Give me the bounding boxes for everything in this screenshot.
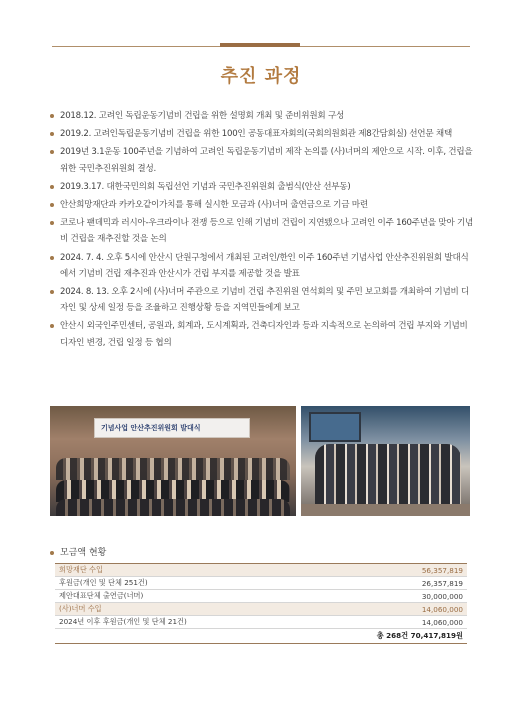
timeline-item xyxy=(50,126,476,142)
table-row xyxy=(55,616,467,629)
top-tab-accent xyxy=(220,43,300,47)
timeline-item xyxy=(50,215,476,247)
table-row xyxy=(55,590,467,603)
bullet-icon xyxy=(50,221,54,225)
photo-strip xyxy=(50,406,470,516)
table-row xyxy=(55,603,467,616)
timeline-text: 2024. 8. 13. 오후 2시에 (사)너머 주관으로 기념비 건립 추진위원 연석회의 및 주민 보고회를 개최하여 기념비 디자인 및 상세 일정 등을 조율하고 진행상황 등을 지역민들에게 보고 xyxy=(60,287,470,314)
row-label: 후원금(개인 및 단체 251건) xyxy=(55,577,347,590)
fundraising-table xyxy=(55,563,467,644)
bullet-icon xyxy=(50,256,54,260)
row-label: 제안대표단체 출연금(너머) xyxy=(55,590,347,603)
bullet-icon xyxy=(50,324,54,328)
timeline-text: 안산시 외국인주민센터, 공원과, 회계과, 도시계획과, 건축디자인과 등과 지속적으로 논의하여 건립 부지와 기념비 디자인 변경, 건립 일정 등 협의 xyxy=(60,321,468,348)
timeline-item xyxy=(50,108,476,124)
table-row xyxy=(55,564,467,577)
timeline-text: 2019년 3.1운동 100주년을 기념하여 고려인 독립운동기념비 제작 논의를 (사)너머의 제안으로 시작. 이후, 건립을 위한 국민추진위원회 결성. xyxy=(60,147,473,174)
crowd-back-row xyxy=(56,458,290,480)
timeline-list xyxy=(50,108,476,353)
row-amount: 56,357,819 xyxy=(347,564,467,577)
resident-briefing-photo xyxy=(301,406,470,516)
bullet-icon xyxy=(50,551,54,555)
row-label: 희망재단 수입 xyxy=(55,564,347,577)
bullet-icon xyxy=(50,150,54,154)
fundraising-heading xyxy=(50,545,106,558)
row-label: (사)너머 수입 xyxy=(55,603,347,616)
row-amount: 14,060,000 xyxy=(347,603,467,616)
timeline-text: 2019.2. 고려인독립운동기념비 건립을 위한 100인 공동대표자회의(국회의원회관 제8간담회실) 선언문 채택 xyxy=(60,129,452,140)
timeline-text: 2019.3.17. 대한국민의회 독립선언 기념과 국민추진위원회 출범식(안산 선부동) xyxy=(60,181,351,192)
timeline-item xyxy=(50,318,476,350)
timeline-item xyxy=(50,144,476,176)
total-row xyxy=(55,629,467,644)
fundraising-heading-text: 모금액 현황 xyxy=(60,548,107,558)
table-row xyxy=(55,577,467,590)
timeline-item xyxy=(50,250,476,282)
timeline-text: 안산희망재단과 카카오같이가치를 통해 실시한 모금과 (사)너머 출연금으로 기금 마련 xyxy=(60,200,368,211)
bullet-icon xyxy=(50,290,54,294)
bullet-icon xyxy=(50,185,54,189)
page-title: 추진 과정 xyxy=(220,66,302,87)
bullet-icon xyxy=(50,114,54,118)
projection-screen xyxy=(309,412,361,442)
floor xyxy=(301,504,470,516)
timeline-item xyxy=(50,197,476,213)
group-of-people xyxy=(315,444,461,508)
timeline-text: 2024. 7. 4. 오후 5시에 안산시 단원구청에서 개최된 고려인/한인 이주 160주년 기념사업 안산추진위원회 발대식에서 기념비 건립 재추진과 안산시가 건립 부지를 제공할 것을 발표 xyxy=(60,252,469,279)
bullet-icon xyxy=(50,203,54,207)
timeline-text: 코로나 팬데믹과 러시아-우크라이나 전쟁 등으로 인해 기념비 건립이 지연됐으나 고려인 이주 160주년을 맞아 기념비 건립을 재추진할 것을 논의 xyxy=(60,218,474,245)
row-amount: 14,060,000 xyxy=(347,616,467,629)
inauguration-ceremony-photo xyxy=(50,406,296,516)
timeline-item xyxy=(50,284,476,316)
row-amount: 30,000,000 xyxy=(347,590,467,603)
timeline-text: 2018.12. 고려인 독립운동기념비 건립을 위한 설명회 개최 및 준비위원회 구성 xyxy=(60,111,345,121)
banner-text: 기념사업 안산추진위원회 발대식 xyxy=(101,424,201,432)
bullet-icon xyxy=(50,132,54,136)
crowd-front-row xyxy=(56,499,290,516)
event-banner xyxy=(94,418,250,438)
total-amount: 총 268건 70,417,819원 xyxy=(55,629,467,644)
timeline-item xyxy=(50,179,476,195)
row-label: 2024년 이후 후원금(개인 및 단체 21건) xyxy=(55,616,347,629)
row-amount: 26,357,819 xyxy=(347,577,467,590)
